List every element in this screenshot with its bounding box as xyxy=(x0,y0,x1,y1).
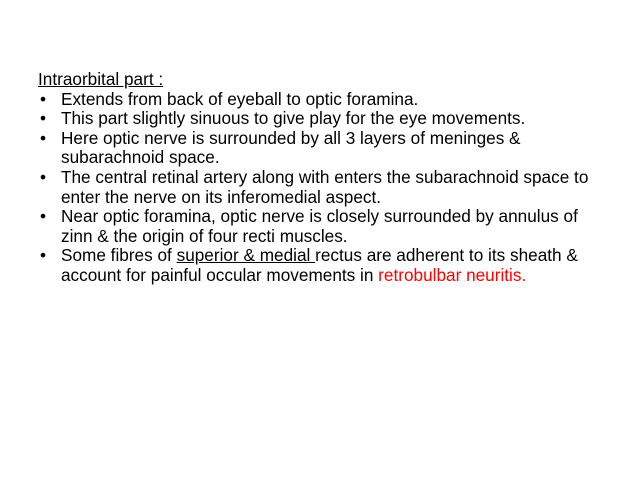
bullet-text-highlight: retrobulbar neuritis. xyxy=(378,264,527,285)
bullet-icon: • xyxy=(40,108,47,129)
bullet-icon: • xyxy=(40,88,47,109)
bullet-item xyxy=(38,129,608,168)
bullet-icon: • xyxy=(40,127,47,148)
bullet-list xyxy=(38,90,608,286)
bullet-item xyxy=(38,90,608,110)
bullet-icon: • xyxy=(40,245,47,266)
bullet-text: This part slightly sinuous to give play for the eye movements. xyxy=(61,108,526,129)
bullet-text-part: rectus are adherent to its sheath & account for painful occular movements in xyxy=(61,245,578,285)
bullet-text: Near optic foramina, optic nerve is closely surrounded by annulus of zinn & the origin of four recti muscles. xyxy=(61,206,578,246)
bullet-icon: • xyxy=(40,206,47,227)
section-heading: Intraorbital part : xyxy=(38,69,164,89)
bullet-text-part: Some fibres of xyxy=(61,245,177,266)
slide-content xyxy=(38,70,608,286)
bullet-item xyxy=(38,168,608,207)
bullet-icon: • xyxy=(40,166,47,187)
bullet-text-underlined: superior & medial xyxy=(176,245,316,266)
bullet-text: Extends from back of eyeball to optic foramina. xyxy=(61,88,419,109)
bullet-item xyxy=(38,207,608,246)
bullet-text: The central retinal artery along with enters the subarachnoid space to enter the nerve on its inferomedial aspect. xyxy=(61,166,589,207)
bullet-item xyxy=(38,246,608,285)
bullet-text: Here optic nerve is surrounded by all 3 layers of meninges & subarachnoid space. xyxy=(61,127,521,168)
bullet-item xyxy=(38,109,608,129)
